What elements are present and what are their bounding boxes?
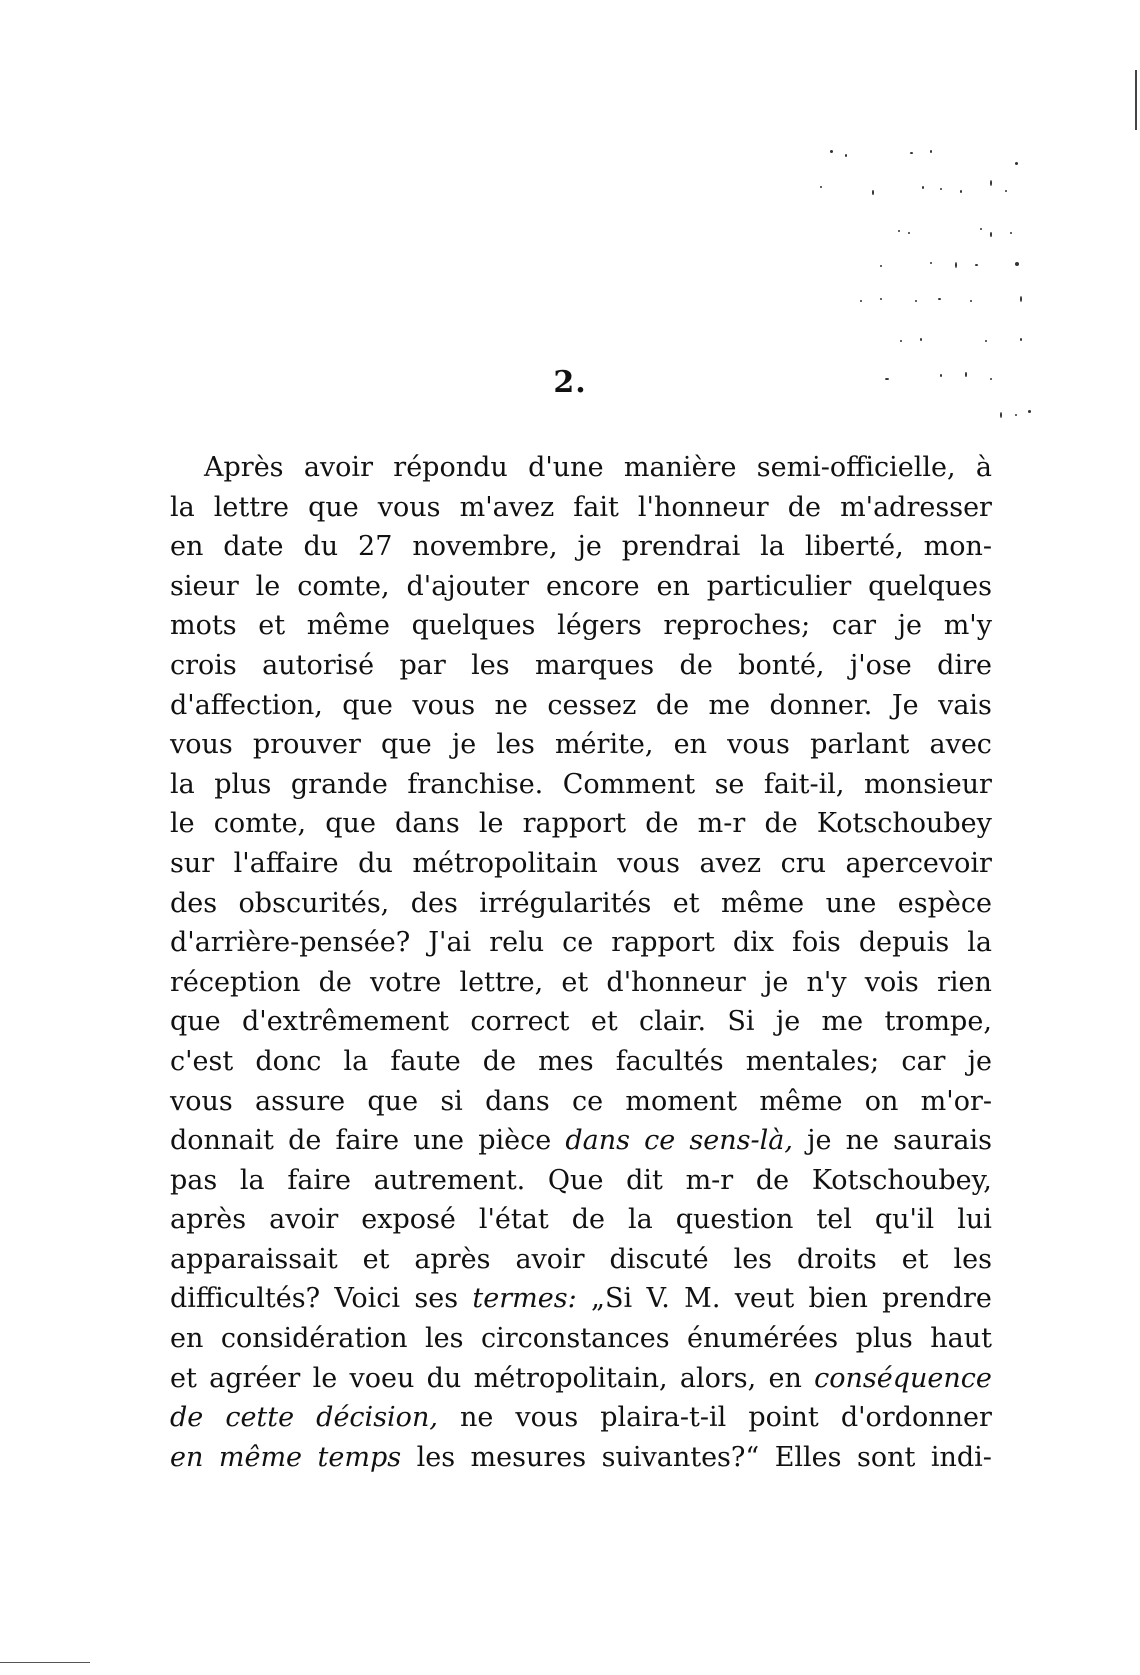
word: et	[561, 966, 589, 998]
word: Après	[204, 452, 284, 483]
word: vous	[412, 689, 476, 721]
section-number: 2.	[553, 365, 587, 400]
word: mon-	[923, 531, 992, 563]
word: pas	[170, 1164, 218, 1196]
word: liberté,	[804, 531, 904, 563]
word: avoir	[269, 1204, 339, 1236]
word: franchise.	[407, 768, 544, 800]
text-line	[170, 448, 992, 488]
word: dans	[485, 1085, 550, 1117]
word: ne	[494, 689, 528, 721]
body-text	[170, 448, 992, 1477]
word: m-r	[685, 1164, 734, 1196]
word: votre	[370, 966, 442, 998]
word: lettre	[213, 491, 289, 523]
word: sur	[170, 847, 215, 879]
word: saurais	[893, 1125, 992, 1157]
word: que	[367, 1085, 419, 1117]
word: agréer	[209, 1362, 301, 1394]
word: après	[414, 1243, 491, 1275]
word: je	[764, 966, 789, 998]
text-line	[170, 923, 992, 963]
word: du	[358, 847, 393, 879]
text-line	[170, 646, 992, 686]
text-line	[170, 804, 992, 844]
word: fait-il,	[763, 768, 845, 800]
page-edge-mark	[1135, 70, 1137, 130]
word: énumérées	[687, 1323, 839, 1355]
word: la	[627, 1204, 653, 1236]
word: de	[764, 808, 798, 840]
word: les	[471, 649, 510, 681]
text-line	[170, 1279, 992, 1319]
word: en	[170, 531, 204, 563]
text-line	[170, 527, 992, 567]
word: faire	[287, 1164, 351, 1196]
word: cru	[780, 847, 827, 879]
word: je	[967, 1045, 992, 1077]
word: conséquence	[814, 1362, 992, 1394]
word: la	[967, 927, 992, 959]
word: rien	[936, 966, 992, 998]
word: après	[170, 1204, 247, 1236]
word: d'ajouter	[406, 570, 530, 602]
word: que	[325, 808, 376, 840]
word: d'affection,	[170, 689, 323, 721]
word: suivantes?“	[601, 1441, 760, 1473]
word: considération	[220, 1323, 408, 1355]
text-line	[170, 1082, 992, 1122]
word: marques	[535, 649, 655, 681]
word: je	[897, 610, 923, 642]
word: prendrai	[621, 531, 741, 563]
word: métropolitain,	[473, 1362, 668, 1394]
text-line	[170, 1359, 992, 1399]
word: les	[425, 1323, 464, 1355]
word: dire	[937, 649, 992, 681]
word: dit	[626, 1164, 663, 1196]
word: facultés	[615, 1045, 724, 1077]
word: sont	[857, 1441, 916, 1473]
word: les	[416, 1441, 456, 1473]
word: réception	[170, 966, 301, 998]
word: les	[496, 729, 535, 761]
word: de	[755, 1164, 790, 1196]
word: autorisé	[262, 649, 375, 681]
word: en	[170, 1441, 204, 1473]
word: novembre,	[412, 531, 558, 563]
text-line	[170, 606, 992, 646]
word: particulier	[706, 570, 852, 602]
word: m'or-	[920, 1085, 992, 1117]
word: irrégularités	[479, 887, 652, 919]
word: en	[673, 729, 708, 761]
word: mes	[538, 1045, 594, 1077]
word: la	[170, 768, 195, 800]
word: voeu	[349, 1362, 415, 1394]
word: que	[342, 689, 393, 721]
word: grande	[290, 768, 388, 800]
word: je	[451, 729, 477, 761]
word: d'extrêmement	[241, 1006, 450, 1038]
word: encore	[545, 570, 640, 602]
word: V.	[646, 1283, 670, 1315]
text-line	[170, 765, 992, 805]
word: je	[577, 531, 602, 563]
word: l'état	[478, 1204, 549, 1236]
word: temps	[317, 1441, 402, 1473]
word: et	[170, 1362, 197, 1394]
word: plus	[855, 1323, 913, 1355]
word: faire	[335, 1125, 400, 1157]
word: difficultés?	[170, 1283, 321, 1315]
word: de	[318, 966, 352, 998]
word: fait	[573, 491, 619, 523]
word: relu	[489, 927, 545, 959]
word: c'est	[170, 1045, 234, 1077]
word: depuis	[858, 927, 950, 959]
word: termes:	[472, 1283, 577, 1315]
word: la	[170, 491, 195, 523]
word: sieur	[170, 570, 239, 602]
word: faute	[390, 1045, 461, 1077]
word: vais	[938, 689, 992, 721]
word: qu'il	[874, 1204, 935, 1236]
word: de	[645, 808, 679, 840]
word: tel	[816, 1204, 852, 1236]
text-line	[170, 963, 992, 1003]
word: donner.	[769, 689, 873, 721]
text-line	[170, 1200, 992, 1240]
word: mesures	[470, 1441, 587, 1473]
word: semi-officielle,	[756, 452, 956, 483]
word: obscurités,	[238, 887, 390, 919]
word: comte,	[213, 808, 307, 840]
word: que	[308, 491, 359, 523]
word: date	[223, 531, 284, 563]
word: circonstances	[480, 1323, 670, 1355]
text-line	[170, 1319, 992, 1359]
word: métropolitain	[412, 847, 598, 879]
word: de	[679, 649, 713, 681]
word: d'ordonner	[840, 1402, 992, 1434]
word: dans	[395, 808, 460, 840]
word: donc	[255, 1045, 322, 1077]
word: reproches;	[663, 610, 811, 642]
word: de	[482, 1045, 517, 1077]
word: même	[218, 1441, 303, 1473]
text-line	[170, 488, 992, 528]
word: moment	[625, 1085, 738, 1117]
text-line	[170, 844, 992, 884]
word: M.	[684, 1283, 721, 1315]
word: ce	[571, 1085, 604, 1117]
word: d'honneur	[606, 966, 746, 998]
text-line	[170, 1398, 992, 1438]
word: correct	[470, 1006, 570, 1038]
text-line	[170, 686, 992, 726]
word: ne	[459, 1402, 494, 1434]
word: d'une	[528, 452, 604, 483]
word: trompe,	[884, 1006, 992, 1038]
word: se	[714, 768, 745, 800]
word: plaira-t-il	[600, 1402, 727, 1434]
word: parlant	[810, 729, 910, 761]
word: ce	[644, 1125, 676, 1157]
word: même	[759, 1085, 843, 1117]
word: Je	[891, 689, 919, 721]
word: en	[170, 1323, 204, 1355]
word: discuté	[609, 1243, 709, 1275]
word: ses	[414, 1283, 459, 1315]
word: plus	[214, 768, 272, 800]
text-line	[170, 1002, 992, 1042]
word: vous	[170, 729, 233, 761]
word: m-r	[697, 808, 746, 840]
word: pièce	[478, 1125, 552, 1157]
text-line	[170, 1042, 992, 1082]
word: mots	[170, 610, 237, 642]
word: vous	[617, 847, 681, 879]
word: du	[303, 531, 339, 563]
word: m'avez	[459, 491, 555, 523]
word: car	[901, 1045, 946, 1077]
word: en	[656, 570, 690, 602]
word: alors,	[679, 1362, 757, 1394]
word: Elles	[774, 1441, 842, 1473]
word: le	[312, 1362, 338, 1394]
word: lui	[957, 1204, 992, 1236]
word: m'y	[943, 610, 992, 642]
word: je	[807, 1125, 832, 1157]
word: vous	[377, 491, 441, 523]
word: l'affaire	[233, 847, 339, 879]
word: Que	[547, 1164, 604, 1196]
word: monsieur	[863, 768, 992, 800]
word: droits	[796, 1243, 877, 1275]
word: les	[733, 1243, 773, 1275]
word: donnait	[170, 1125, 274, 1157]
word: point	[748, 1402, 819, 1434]
word: Voici	[334, 1283, 401, 1315]
word: vois	[864, 966, 919, 998]
word: de	[655, 689, 690, 721]
word: la	[343, 1045, 369, 1077]
word: l'honneur	[637, 491, 769, 523]
word: J'ai	[428, 927, 472, 959]
word: Kotschoubey	[816, 808, 992, 840]
word: avez	[699, 847, 762, 879]
word: quelques	[411, 610, 536, 642]
word: avoir	[303, 452, 373, 483]
word: vous	[515, 1402, 579, 1434]
word: et	[672, 887, 700, 919]
word: des	[170, 887, 218, 919]
word: et	[362, 1243, 390, 1275]
word: de	[170, 1402, 204, 1434]
word: m'adresser	[840, 491, 992, 523]
text-line	[170, 1121, 992, 1161]
word: à	[975, 452, 992, 483]
word: mentales;	[745, 1045, 880, 1077]
word: haut	[930, 1323, 992, 1355]
word: si	[440, 1085, 463, 1117]
word: sens-là,	[689, 1125, 793, 1157]
word: même	[306, 610, 390, 642]
word: rapport	[522, 808, 627, 840]
word: de	[787, 491, 821, 523]
word: exposé	[361, 1204, 456, 1236]
word: une	[413, 1125, 465, 1157]
word: car	[831, 610, 876, 642]
word: cette	[225, 1402, 295, 1434]
word: ne	[845, 1125, 879, 1157]
word: me	[708, 689, 751, 721]
word: indi-	[930, 1441, 992, 1473]
word: question	[675, 1204, 794, 1236]
word: Kotschoubey,	[811, 1164, 992, 1196]
text-line	[170, 1438, 992, 1478]
word: vous	[170, 1085, 233, 1117]
word: que	[170, 1006, 221, 1038]
word: en	[768, 1362, 802, 1394]
word: manière	[623, 452, 737, 483]
word: des	[410, 887, 458, 919]
word: et	[590, 1006, 618, 1038]
word: et	[258, 610, 286, 642]
word: la	[239, 1164, 265, 1196]
word: crois	[170, 649, 237, 681]
text-line	[170, 567, 992, 607]
word: j'ose	[849, 649, 912, 681]
word: cessez	[547, 689, 637, 721]
word: n'y	[806, 966, 847, 998]
word: du	[426, 1362, 462, 1394]
word: Si	[727, 1006, 755, 1038]
word: prouver	[252, 729, 361, 761]
word: quelques	[868, 570, 992, 602]
scan-speckle-noise	[790, 150, 1030, 450]
word: rapport	[611, 927, 715, 959]
word: et	[901, 1243, 929, 1275]
word: répondu	[393, 452, 508, 483]
word: le	[478, 808, 504, 840]
word: de	[288, 1125, 322, 1157]
text-line	[170, 1240, 992, 1280]
word: d'arrière-pensée?	[170, 927, 411, 959]
word: le	[255, 570, 281, 602]
word: de	[571, 1204, 605, 1236]
word: que	[381, 729, 432, 761]
word: clair.	[639, 1006, 707, 1038]
word: espèce	[897, 887, 992, 919]
word: dans	[565, 1125, 630, 1157]
text-line	[170, 725, 992, 765]
word: le	[170, 808, 195, 840]
scan-edge-line	[0, 1662, 90, 1663]
word: la	[760, 531, 785, 563]
word: ce	[562, 927, 594, 959]
text-line	[170, 884, 992, 924]
word: veut	[734, 1283, 795, 1315]
word: vous	[727, 729, 790, 761]
word: prendre	[882, 1283, 992, 1315]
word: avoir	[515, 1243, 585, 1275]
word: bonté,	[738, 649, 825, 681]
word: autrement.	[373, 1164, 526, 1196]
word: assure	[255, 1085, 346, 1117]
word: je	[775, 1006, 801, 1038]
word: avec	[929, 729, 992, 761]
word: une	[825, 887, 877, 919]
word: les	[953, 1243, 992, 1275]
word: même	[720, 887, 805, 919]
word: mérite,	[554, 729, 654, 761]
word: dix	[732, 927, 775, 959]
word: lettre,	[459, 966, 544, 998]
word: apercevoir	[845, 847, 992, 879]
word: „Si	[591, 1283, 633, 1315]
text-line	[170, 1161, 992, 1201]
word: légers	[557, 610, 642, 642]
word: on	[864, 1085, 899, 1117]
word: fois	[792, 927, 841, 959]
word: décision,	[316, 1402, 438, 1434]
word: Comment	[562, 768, 696, 800]
word: bien	[808, 1283, 868, 1315]
word: par	[399, 649, 446, 681]
word: apparaissait	[170, 1243, 338, 1275]
word: me	[821, 1006, 864, 1038]
word: comte,	[297, 570, 390, 602]
word: 27	[358, 531, 393, 563]
